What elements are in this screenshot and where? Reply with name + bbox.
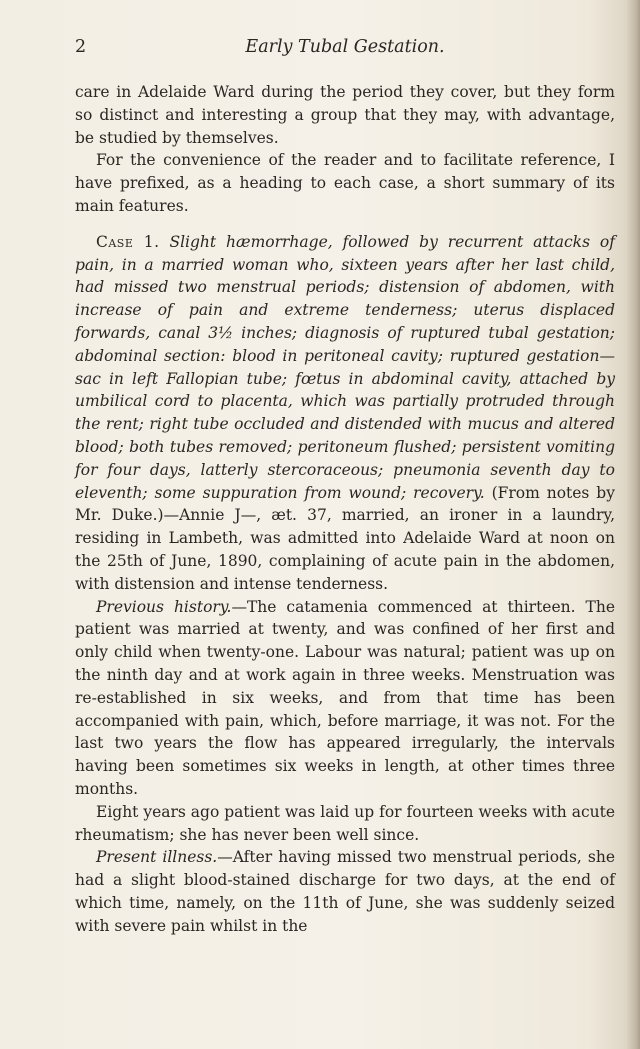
body-text: [75, 81, 615, 937]
paragraph-rheumatism: Eight years ago patient was laid up for fourteen weeks with acute rheumatism; she has never been well since.: [75, 802, 616, 844]
case-summary: Slight hæmorrhage, followed by recurrent attacks of pain, in a married woman who, sixteen years after her last child, had missed two menstrual periods; distension of abdomen, with increase of pain and extreme tenderness; uterus displaced forwards, canal 3½ inches; diagnosis of ruptured tubal gestation; abdominal section: blood in peritoneal cavity; ruptured gestation—sac in left Fallopian tube; fœtus in abdominal cavity, attached by umbilical cord to placenta, which was partially protruded through the rent; right tube occluded and distended with mucus and altered blood; both tubes removed; peritoneum flushed; persistent vomiting for four days, latterly stercoraceous; pneumonia seventh day to eleventh; some suppuration from wound; recovery.: [75, 232, 615, 502]
paragraph-previous-history: [75, 596, 615, 801]
previous-history-label: Previous history.: [96, 597, 232, 616]
paragraph-reference-note: For the convenience of the reader and to facilitate reference, I have prefixed, as a heading to each case, a short summary of its main features.: [75, 151, 615, 215]
page-edge-shadow: [626, 0, 640, 1049]
case-narrative: (From notes by Mr. Duke.)—Annie J—, æt. 37, married, an ironer in a laundry, residing in Lambeth, was admitted into Adelaide Ward at noon on the 25th of June, 1890, complaining of acute pain in the abdomen, with distension and intense tenderness.: [75, 483, 615, 593]
paragraph-case-1: [75, 231, 615, 596]
running-head: [75, 36, 615, 58]
present-illness-label: Present illness.: [96, 848, 218, 867]
paragraph-continuation: care in Adelaide Ward during the period they cover, but they form so distinct and interesting a group that they may, with advantage, be studied by themselves.: [75, 83, 615, 147]
present-illness-text: —After having missed two menstrual periods, she had a slight blood-stained discharge for two days, at the end of which time, namely, on the 11th of June, she was suddenly seized with severe pain whilst in the: [75, 848, 615, 935]
page-number: 2: [75, 37, 87, 57]
previous-history-text: —The catamenia commenced at thirteen. The patient was married at twenty, and was confined of her first and only child when twenty-one. Labour was natural; patient was up on the ninth day and at work again in three weeks. Menstruation was re-established in six weeks, and from that time has been accompanied with pain, which, before marriage, it was not. For the last two years the flow has appeared irregularly, the intervals having been sometimes six weeks in length, at other times three months.: [75, 597, 615, 798]
paragraph-present-illness: [75, 846, 615, 937]
running-title: Early Tubal Gestation.: [245, 37, 445, 57]
case-label: Case 1.: [96, 232, 160, 251]
